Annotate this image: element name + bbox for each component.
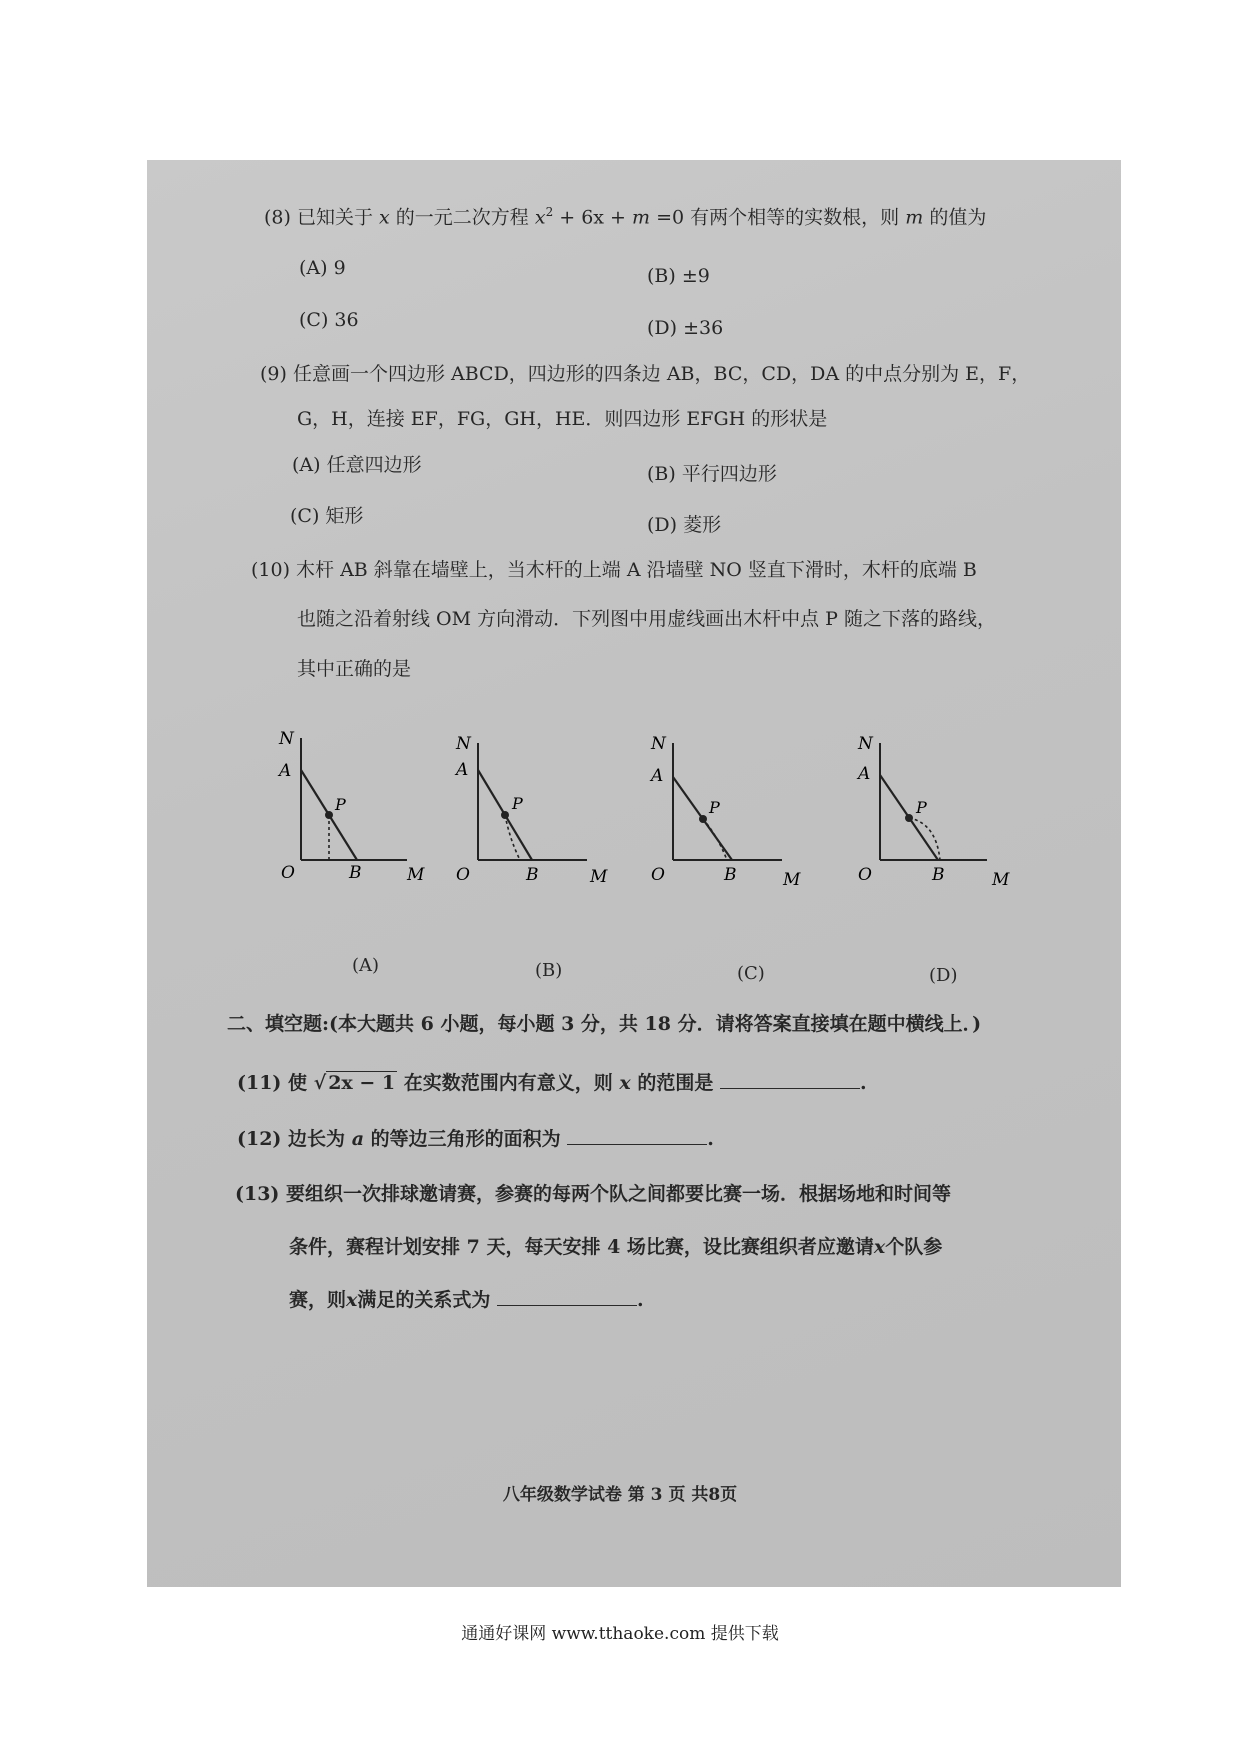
svg-text:O: O xyxy=(651,865,665,885)
figure-b xyxy=(452,735,612,889)
section-2-description: (本大题共 6 小题，每小题 3 分，共 18 分．请将答案直接填在题中横线上．) xyxy=(329,1013,982,1035)
svg-text:O: O xyxy=(858,865,872,885)
question-8: (8) 已知关于 x 的一元二次方程 $x^2 + 6x + m =0$ 有两个相等的实数根，则 m 的值为 xyxy=(264,205,987,229)
svg-text:A: A xyxy=(279,761,292,781)
q9-option-a: (A) 任意四边形 xyxy=(292,454,422,476)
svg-text:P: P xyxy=(335,795,346,814)
q9-option-c: (C) 矩形 xyxy=(290,505,364,527)
question-13-line-3: 赛，则x满足的关系式为 . xyxy=(289,1289,644,1311)
svg-text:M: M xyxy=(992,870,1010,890)
question-10-line-1: (10) 木杆 AB 斜靠在墙壁上，当木杆的上端 A 沿墙壁 NO 竖直下滑时，木杆的底端 B xyxy=(251,559,977,581)
svg-text:M: M xyxy=(783,870,801,890)
svg-text:P: P xyxy=(916,798,927,817)
figure-b-diagram xyxy=(452,735,612,885)
figure-d xyxy=(852,735,1012,889)
svg-text:M: M xyxy=(590,867,608,887)
svg-text:O: O xyxy=(281,863,295,883)
svg-text:B: B xyxy=(349,863,362,883)
svg-text:N: N xyxy=(279,729,294,749)
svg-text:B: B xyxy=(526,865,539,885)
svg-text:A: A xyxy=(456,760,469,780)
question-9-line-2: G，H，连接 EF，FG，GH，HE．则四边形 EFGH 的形状是 xyxy=(297,408,828,430)
section-2-heading xyxy=(227,1012,981,1036)
svg-text:B: B xyxy=(932,865,945,885)
svg-text:A: A xyxy=(651,766,664,786)
page-number: 八年级数学试卷 第 3 页 共8页 xyxy=(502,1485,738,1505)
figure-c-diagram xyxy=(647,734,807,890)
svg-text:P: P xyxy=(512,794,523,813)
q9-option-d: (D) 菱形 xyxy=(647,514,722,536)
question-11: (11) 使 √ 2x − 1 在实数范围内有意义，则 x 的范围是 . xyxy=(237,1072,867,1094)
q8-option-a: (A) 9 xyxy=(299,257,346,279)
question-10-line-3: 其中正确的是 xyxy=(297,658,412,680)
figure-d-diagram xyxy=(852,734,1012,890)
q13-answer-blank[interactable] xyxy=(497,1287,637,1306)
figure-d-caption: (D) xyxy=(929,965,958,986)
svg-text:M: M xyxy=(407,865,425,885)
question-13-line-2: 条件，赛程计划安排 7 天，每天安排 4 场比赛，设比赛组织者应邀请x个队参 xyxy=(289,1236,943,1258)
figure-c-caption: (C) xyxy=(737,963,765,984)
q8-option-c: (C) 36 xyxy=(299,309,359,331)
svg-text:N: N xyxy=(456,734,471,754)
figure-c xyxy=(647,735,807,889)
q8-option-b: (B) ±9 xyxy=(647,265,710,287)
question-12: (12) 边长为 a 的等边三角形的面积为 . xyxy=(237,1128,714,1150)
download-footer: 通通好课网 www.tthaoke.com 提供下载 xyxy=(461,1624,779,1644)
svg-text:N: N xyxy=(651,734,666,754)
figure-b-caption: (B) xyxy=(535,960,563,981)
question-9-line-1: (9) 任意画一个四边形 ABCD，四边形的四条边 AB，BC，CD，DA 的中点分别为 E，F， xyxy=(260,363,1031,385)
question-13-line-1: (13) 要组织一次排球邀请赛，参赛的每两个队之间都要比赛一场．根据场地和时间等 xyxy=(235,1183,952,1205)
q12-answer-blank[interactable] xyxy=(567,1126,707,1145)
q9-option-b: (B) 平行四边形 xyxy=(647,463,777,485)
svg-text:N: N xyxy=(858,734,873,754)
figure-a-diagram xyxy=(267,729,427,885)
svg-text:B: B xyxy=(724,865,737,885)
figure-a-caption: (A) xyxy=(352,955,380,976)
section-2-title: 二、填空题: xyxy=(227,1013,330,1035)
q8-number: (8) xyxy=(264,206,291,229)
svg-text:A: A xyxy=(858,764,871,784)
svg-text:P: P xyxy=(709,798,720,817)
question-10-line-2: 也随之沿着射线 OM 方向滑动．下列图中用虚线画出木杆中点 P 随之下落的路线， xyxy=(297,608,996,630)
q8-option-d: (D) ±36 xyxy=(647,317,724,339)
figure-a xyxy=(267,730,427,884)
q11-answer-blank[interactable] xyxy=(720,1070,860,1089)
square-root: √ 2x − 1 xyxy=(313,1072,396,1094)
svg-text:O: O xyxy=(456,865,470,885)
scanned-page-photo xyxy=(147,160,1121,1587)
